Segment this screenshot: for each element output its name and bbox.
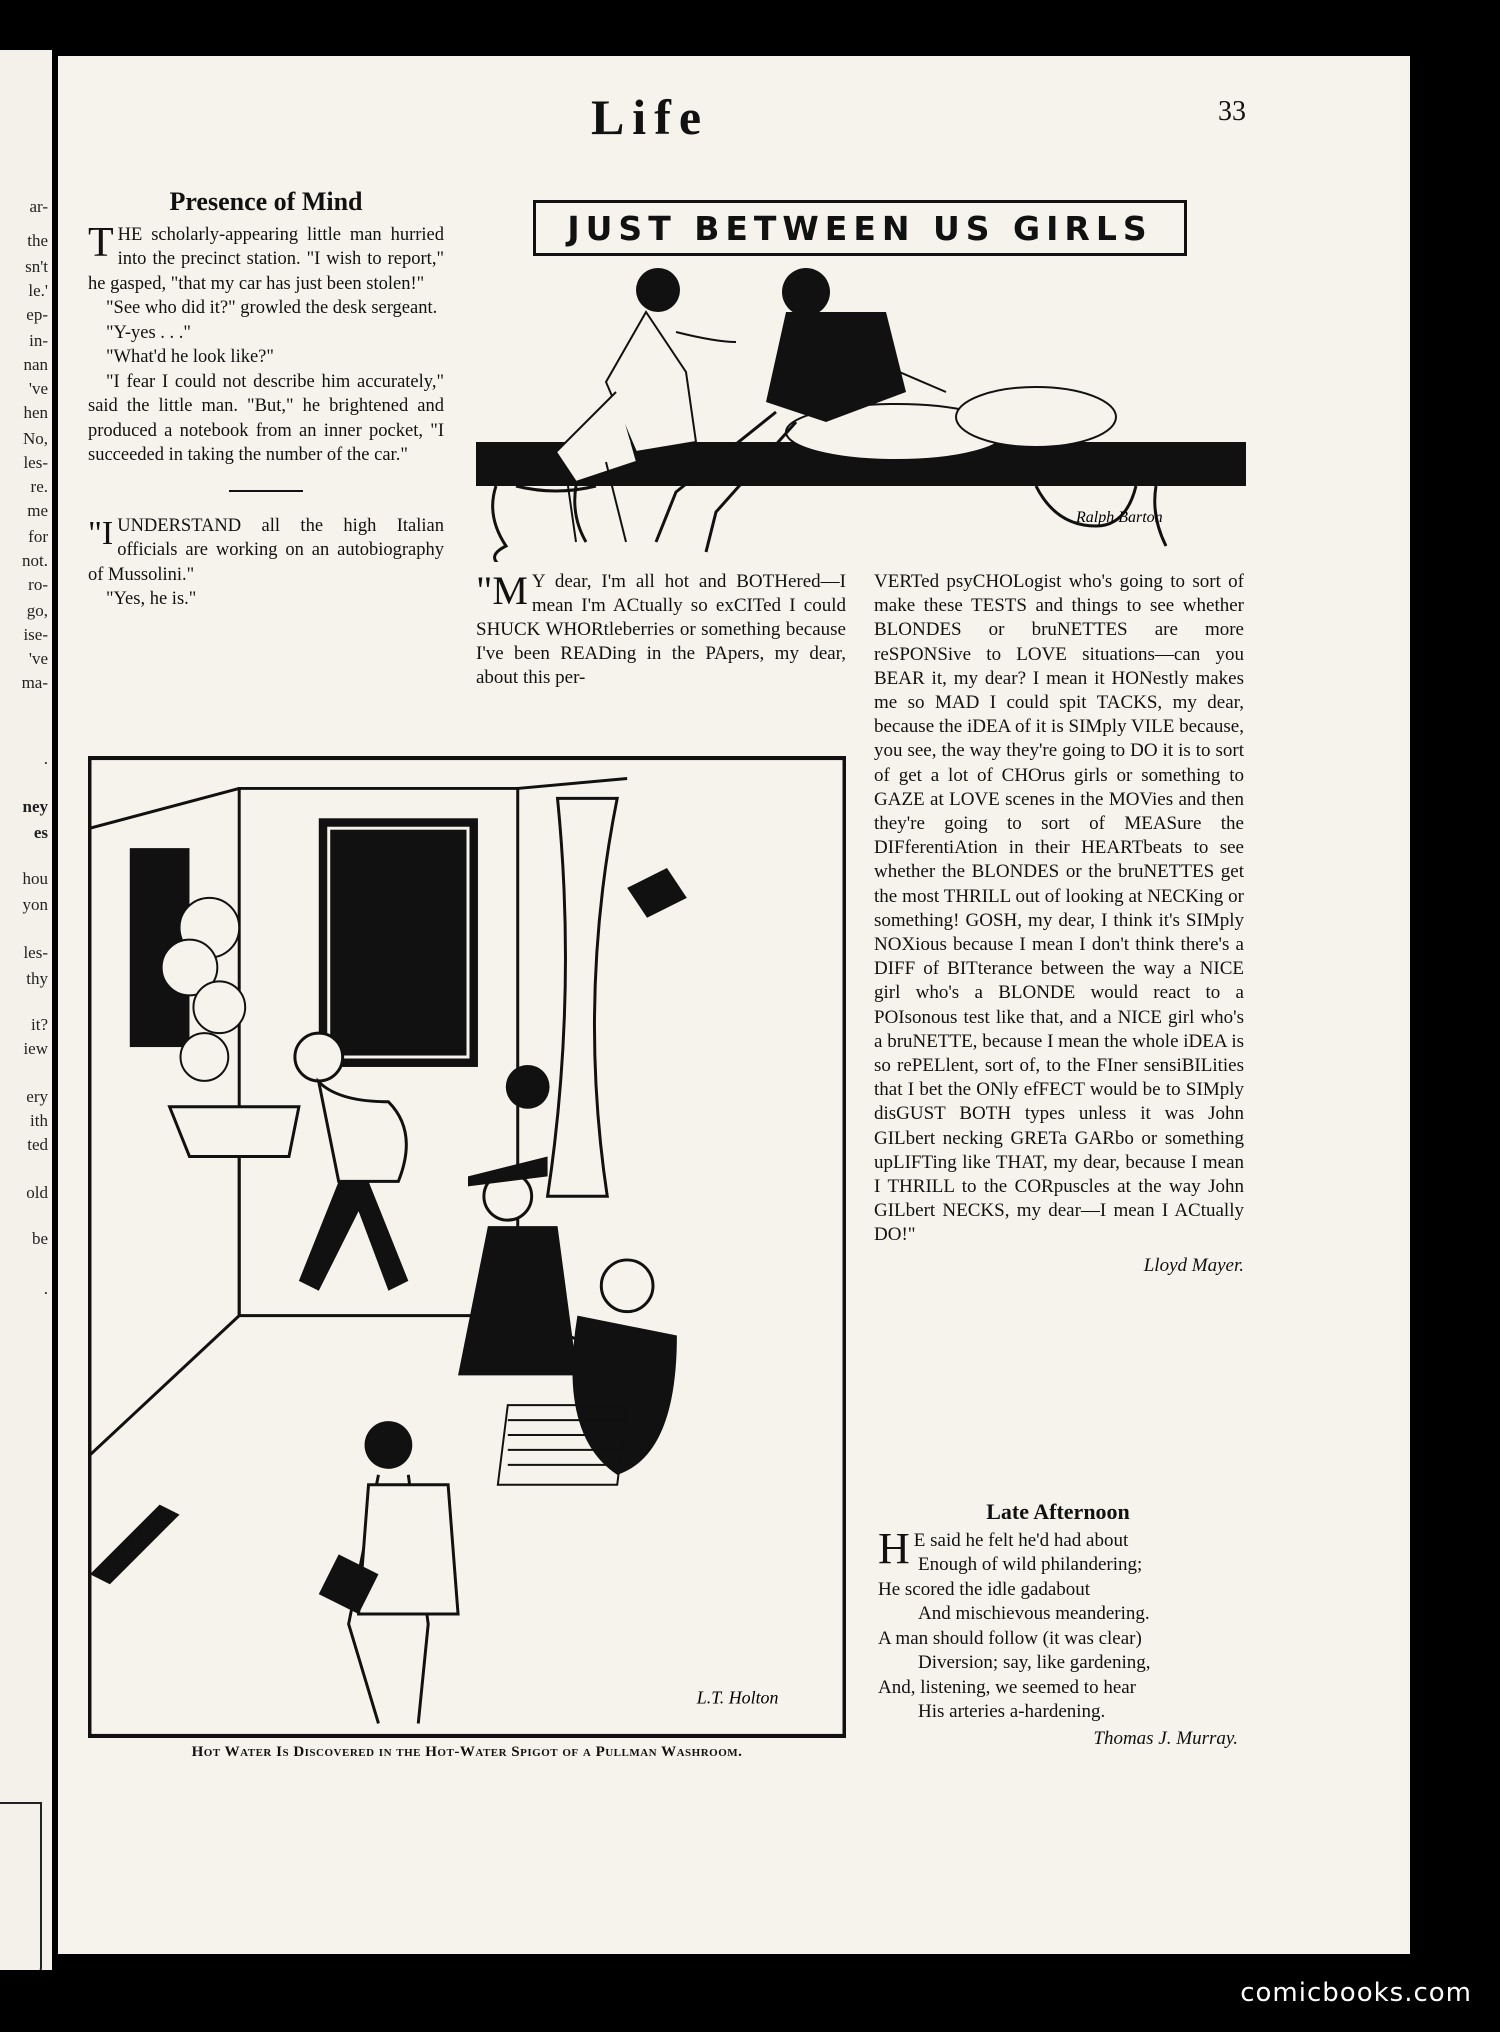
strip-fragment: in- (29, 331, 48, 350)
strip-fragment: thy (26, 969, 48, 988)
paragraph: "I fear I could not describe him accurately," said the little man. "But," he brightened and produced a notebook from an inner pocket, "I succeeded in taking the number of the car." (88, 371, 444, 465)
paragraph (88, 219, 444, 297)
paragraph-text: VERTed psyCHOLogist who's going to sort of make these TESTS and things to see whether BLONDES or bruNETTES are more reSPONSive to LOVE situations—can you BEAR it, my dear? I mean it HONestly makes me so MAD I could spit TACKS, my dear, because the iDEA of it is SIMply VILE because, you see, the way they're going to DO it is to sort of get a lot of CHOrus girls or something to GAZE at LOVE scenes in the MOVies and then they're going to sort of MEASure the DIFferentiAtion in their HEARTbeats to see whether the BLONDES or the bruNETTES get the most THRILL out of looking at NECKing or something! GOSH, my dear, I think it's SIMply NOXious because I mean I don't think there's a DIFF of BITterance between the way a NICE girl who's a BLONDE would react to a POIsonous test like that, and a NICE girl who's a bruNETTE, because I mean the whole iDEA is so rePELlent, sort of, to the FIner sensiBILities that I bet the ONly efFECT would be to SIMply disGUST BOTH types unless it was John GILbert necking GRETa GARbo or something upLIFTing like THAT, my dear, because I mean I THRILL to the CORpuscles at the way John GILbert NECKS, my dear—I mean I ACtually DO!" (874, 571, 1244, 1246)
strip-fragment: it? (31, 1015, 48, 1034)
poem-line: His arteries a-hardening. (918, 1701, 1106, 1722)
poem-line: And, listening, we seemed to hear (878, 1676, 1137, 1698)
watermark: comicbooks.com (1240, 1978, 1472, 2008)
strip-fragment: old (26, 1183, 48, 1202)
presence-of-mind-article (88, 187, 444, 612)
dropcap: H (878, 1523, 910, 1573)
strip-fragment: iew (23, 1039, 48, 1058)
paragraph: "Y-yes . . ." (106, 322, 191, 343)
magazine-page (58, 56, 1410, 1954)
paragraph: "What'd he look like?" (106, 347, 274, 367)
poem-title: Late Afternoon (986, 1499, 1130, 1524)
presence-of-mind-title: Presence of Mind (169, 187, 363, 216)
strip-fragment: ney (22, 797, 48, 816)
masthead: Life (590, 89, 710, 145)
strip-fragment: me (27, 501, 48, 520)
strip-fragment: les- (23, 943, 48, 962)
poem-author: Thomas J. Murray. (1093, 1727, 1238, 1749)
divider (229, 490, 303, 492)
strip-fragment: hen (23, 403, 48, 422)
poem-line: And mischievous meandering. (918, 1603, 1150, 1624)
strip-fragment: not. (22, 551, 48, 570)
strip-fragment: be (31, 1229, 48, 1248)
cartoon-caption: Hot Water Is Discovered in the Hot-Water Spigot of a Pullman Washroom. (191, 1744, 743, 1760)
girls-author: Lloyd Mayer. (1143, 1254, 1244, 1276)
strip-fragment: ro- (28, 575, 48, 594)
strip-fragment: the (27, 231, 48, 250)
paragraph-text: HE scholarly-appearing little man hurried into the precinct station. "I wish to report," he gasped, "that my car has just been stolen!" (88, 224, 444, 294)
mussolini-joke (88, 514, 444, 588)
poem-line: Diversion; say, like gardening, (918, 1652, 1151, 1673)
poem-line: Enough of wild philandering; (918, 1554, 1143, 1575)
strip-fragment: ma- (21, 673, 48, 692)
strip-fragment: ise- (23, 625, 48, 644)
paragraph: "See who did it?" growled the desk sergeant. (106, 298, 438, 318)
poem-lines (878, 1523, 1238, 1725)
strip-fragment: les- (23, 453, 48, 472)
paragraph-text: UNDERSTAND all the high Italian officials are working on an autobiography of Mussolini." (88, 515, 444, 585)
strip-fragment: le.' (28, 281, 48, 300)
girls-text-part2 (874, 570, 1244, 1278)
paragraph: "Yes, he is." (106, 589, 197, 609)
strip-fragment: 've (28, 649, 48, 668)
dropcap: T (88, 219, 114, 266)
adjacent-page-box (0, 1802, 42, 1970)
poem-line: He scored the idle gadabout (878, 1578, 1091, 1600)
two-women-illustration (476, 262, 1256, 562)
strip-fragment: ith (30, 1111, 48, 1130)
strip-fragment: go, (26, 601, 48, 620)
strip-fragment: sn't (25, 257, 48, 276)
page-number: 33 (1218, 96, 1246, 127)
dropcap: "I (88, 514, 114, 552)
strip-fragment: 've (28, 379, 48, 398)
poem-line: A man should follow (it was clear) (878, 1627, 1142, 1649)
pullman-washroom-cartoon (88, 756, 846, 1738)
strip-fragment: hou (22, 869, 48, 888)
paragraph-text: Y dear, I'm all hot and BOTHered—I mean I'm ACtually so exCITed I could SHUCK WHORtleberries or something because I've been READing in the PApers, my dear, about this per- (476, 571, 846, 688)
strip-fragment: re. (30, 477, 48, 496)
strip-fragment: for (28, 527, 48, 546)
late-afternoon-poem (878, 1500, 1238, 1751)
illustration-signature: Ralph Barton (1076, 509, 1163, 526)
strip-fragment: ted (27, 1135, 48, 1154)
strip-fragment: nan (23, 355, 48, 374)
strip-fragment: . (43, 749, 48, 768)
dropcap: "M (476, 568, 528, 613)
strip-fragment: ery (26, 1087, 48, 1106)
strip-fragment: . (43, 1279, 48, 1298)
poem-line: E said he felt he'd had about (913, 1529, 1129, 1551)
strip-fragment: ar- (29, 197, 48, 216)
strip-fragment: ep- (26, 305, 48, 324)
strip-fragment: es (33, 823, 48, 842)
strip-fragment: No, (22, 429, 48, 448)
strip-fragment: yon (22, 895, 48, 914)
adjacent-page-strip (0, 50, 52, 1970)
cartoon-signature: L.T. Holton (696, 1687, 779, 1708)
girls-text-part1 (476, 570, 846, 690)
girls-heading-box: JUST BETWEEN US GIRLS (533, 200, 1187, 256)
